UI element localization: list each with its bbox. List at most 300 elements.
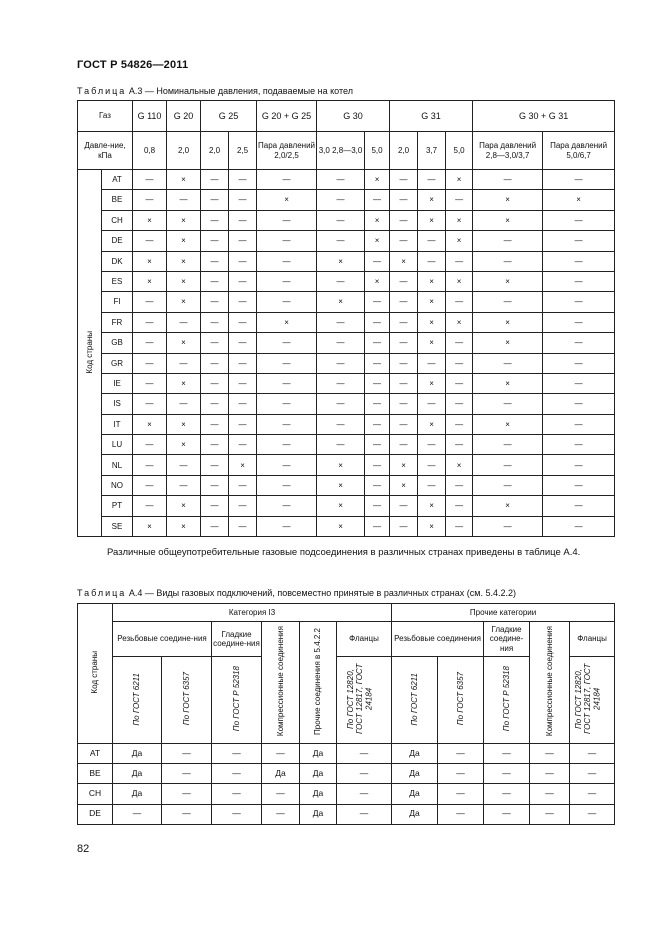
table-cell: — [229,292,257,312]
table-cell: × [365,170,390,190]
table-cell: — [543,170,615,190]
table-cell: — [543,516,615,536]
country-code-cell: PT [102,496,133,516]
table-cell: — [473,435,543,455]
table-cell: — [201,353,229,373]
country-code-cell: CH [102,210,133,230]
country-code-header: Код страны [78,604,113,744]
compression-header: Компрессионные соединения [262,622,300,744]
table-cell: × [543,190,615,210]
country-code-label: Код страны [78,170,102,537]
table-cell: × [365,210,390,230]
table-cell: — [201,231,229,251]
table-cell: × [317,251,365,271]
smooth-header-other: Гладкие соедине-ния [484,622,530,657]
table-cell: — [201,394,229,414]
body-paragraph: Различные общеупотребительные газовые подсоединения в различных странах приведены в таблице А.4. [107,547,581,558]
table-cell: — [162,804,212,824]
table-cell: — [390,373,418,393]
table-cell: — [201,373,229,393]
table-cell: — [229,394,257,414]
pressure-cell: Пара давлений 2,8—3,0/3,7 [473,132,543,170]
table-cell: — [229,373,257,393]
gas-g110: G 110 [133,101,167,132]
table-cell: — [446,516,473,536]
table-cell: × [365,271,390,291]
table-cell: — [133,455,167,475]
table-cell: — [317,271,365,291]
table-cell: — [257,516,317,536]
table-cell: — [390,271,418,291]
pressure-cell: 2,0 [167,132,201,170]
country-code-cell: NL [102,455,133,475]
table-cell: — [543,414,615,434]
country-code-cell: DE [78,804,113,824]
table-cell: — [473,170,543,190]
table-cell: × [390,455,418,475]
table-cell: — [473,475,543,495]
table-cell: × [446,170,473,190]
table-cell: × [390,475,418,495]
table-row [78,333,615,353]
other-connections-header: Прочие соединения в 5.4.2.2 [300,622,337,744]
table-row [78,170,615,190]
table-cell: — [543,292,615,312]
table-cell: Да [262,764,300,784]
pressure-header-cell: Давле-ние, кПа [78,132,133,170]
pressure-cell: 5,0 [365,132,390,170]
table-cell: × [133,271,167,291]
table-cell: × [473,414,543,434]
table-cell: — [365,190,390,210]
table-cell: — [418,475,446,495]
table-cell: — [543,271,615,291]
table-row [78,210,615,230]
table-row [78,435,615,455]
table-cell: — [257,170,317,190]
table-row [78,373,615,393]
table-cell: — [365,394,390,414]
pressure-cell: Пара давлений 2,0/2,5 [257,132,317,170]
table-cell: × [317,496,365,516]
pressure-cell: 3,7 [418,132,446,170]
table-cell: × [167,251,201,271]
table-cell: — [167,312,201,332]
gas-g20: G 20 [167,101,201,132]
table-cell: — [390,190,418,210]
table-cell: — [201,475,229,495]
table-cell: — [543,251,615,271]
table-cell: × [257,190,317,210]
table-cell: — [473,292,543,312]
table-cell: Да [300,764,337,784]
table-cell: — [530,804,570,824]
country-code-cell: DE [102,231,133,251]
table-cell: — [201,333,229,353]
gas-g25: G 25 [201,101,257,132]
table-cell: — [473,231,543,251]
table-row [78,496,615,516]
country-code-cell: IS [102,394,133,414]
country-code-cell: GR [102,353,133,373]
country-code-cell: IT [102,414,133,434]
table-cell: — [365,292,390,312]
table-cell: — [543,455,615,475]
table-cell: — [446,394,473,414]
table-cell: — [365,414,390,434]
table-cell: — [418,170,446,190]
table-row [78,231,615,251]
table-cell: — [418,435,446,455]
flanges-header: Фланцы [337,622,392,657]
table-cell: — [484,744,530,764]
table-row [78,190,615,210]
table-cell: — [390,496,418,516]
std-6211-header: По ГОСТ 6211 [113,657,162,744]
table-cell: — [317,394,365,414]
table-cell: — [229,475,257,495]
page-number: 82 [77,843,90,855]
table-cell: — [543,333,615,353]
table-cell: × [473,271,543,291]
table-cell: × [418,312,446,332]
pressure-cell: 5,0 [446,132,473,170]
table-cell: — [473,516,543,536]
table-cell: — [418,394,446,414]
table-cell: — [257,210,317,230]
table-cell: — [229,516,257,536]
table-cell: × [133,414,167,434]
table-cell: — [317,353,365,373]
table-a4 [77,603,615,825]
table-cell: — [390,312,418,332]
table-cell: — [570,744,615,764]
country-code-cell: FI [102,292,133,312]
table-cell: — [133,292,167,312]
table-a4-caption [77,588,516,598]
std-6357-header-other: По ГОСТ 6357 [438,657,484,744]
table-cell: Да [113,784,162,804]
table-cell: — [317,435,365,455]
table-cell: — [543,496,615,516]
country-code-cell: DK [102,251,133,271]
table-cell: — [446,190,473,210]
table-cell: — [543,435,615,455]
table-row [78,353,615,373]
table-cell: — [212,764,262,784]
table-a3-caption [77,86,353,96]
table-cell: — [257,435,317,455]
table-cell: — [390,435,418,455]
other-categories-header: Прочие категории [392,604,615,622]
table-a3-caption-text: А.3 — Номинальные давления, подаваемые на котел [128,86,353,96]
document-header: ГОСТ Р 54826—2011 [77,59,189,71]
table-cell: × [167,333,201,353]
table-cell: — [390,516,418,536]
pressure-cell: 2,0 [390,132,418,170]
table-cell: — [446,353,473,373]
table-cell: × [473,312,543,332]
table-row [78,271,615,291]
table-cell: — [365,353,390,373]
table-cell: — [418,231,446,251]
table-cell: — [229,435,257,455]
table-cell: × [418,333,446,353]
table-cell: — [162,744,212,764]
std-flanges-header: По ГОСТ 12820, ГОСТ 12817, ГОСТ 24184 [337,657,392,744]
table-cell: × [167,496,201,516]
table-cell: — [262,804,300,824]
pressure-cell: 2,0 [201,132,229,170]
table-cell: — [201,455,229,475]
table-cell: — [201,210,229,230]
table-cell: — [543,312,615,332]
table-cell: — [446,333,473,353]
table-cell: — [133,394,167,414]
threaded-header: Резьбовые соедине-ния [113,622,212,657]
table-cell: — [473,251,543,271]
table-cell: — [162,764,212,784]
country-code-cell: AT [78,744,113,764]
table-cell: — [446,414,473,434]
std-6211-header-other: По ГОСТ 6211 [392,657,438,744]
table-row [78,744,615,764]
threaded-header-other: Резьбовые соединения [392,622,484,657]
table-cell: × [418,414,446,434]
table-cell: — [257,251,317,271]
country-code-cell: ES [102,271,133,291]
table-cell: — [317,312,365,332]
table-cell: — [418,251,446,271]
table-cell: Да [113,764,162,784]
table-cell: — [543,210,615,230]
country-code-cell: GB [102,333,133,353]
table-cell: — [257,475,317,495]
table-cell: — [390,394,418,414]
table-cell: Да [392,784,438,804]
table-cell: Да [392,804,438,824]
std-52318-header: По ГОСТ Р 52318 [212,657,262,744]
table-cell: — [365,516,390,536]
table-cell: — [543,353,615,373]
table-a3 [77,100,615,537]
table-row [78,312,615,332]
table-cell: × [446,210,473,230]
table-cell: — [133,170,167,190]
pressure-cell: Пара давлений 5,0/6,7 [543,132,615,170]
table-cell: Да [300,744,337,764]
table-cell: — [484,764,530,784]
table-row [78,764,615,784]
flanges-header-other: Фланцы [570,622,615,657]
table-cell: — [390,210,418,230]
table-cell: — [337,784,392,804]
gas-g31: G 31 [390,101,473,132]
table-cell: — [257,231,317,251]
table-cell: × [418,210,446,230]
table-a4-caption-text: А.4 — Виды газовых подключений, повсеместно принятые в различных странах (см. 5.4.2.2) [128,588,516,598]
table-cell: × [167,271,201,291]
table-cell: — [229,231,257,251]
table-cell: — [201,292,229,312]
table-cell: × [418,373,446,393]
table-cell: — [337,744,392,764]
country-code-cell: BE [102,190,133,210]
table-cell: — [257,394,317,414]
table-cell: — [167,394,201,414]
table-cell: — [365,312,390,332]
table-cell: — [201,312,229,332]
table-cell: × [317,516,365,536]
table-cell: × [317,455,365,475]
table-cell: × [418,292,446,312]
country-code-cell: LU [102,435,133,455]
table-cell: × [390,251,418,271]
country-code-cell: AT [102,170,133,190]
table-cell: × [446,312,473,332]
table-cell: — [257,271,317,291]
pressure-cell: 3,0 2,8—3,0 [317,132,365,170]
table-cell: × [133,251,167,271]
table-cell: × [418,190,446,210]
table-cell: × [167,170,201,190]
table-cell: — [229,210,257,230]
table-cell: — [229,333,257,353]
country-code-cell: CH [78,784,113,804]
table-cell: — [390,292,418,312]
table-cell: — [438,764,484,784]
table-cell: — [229,170,257,190]
table-row [78,292,615,312]
table-cell: — [167,190,201,210]
table-cell: × [317,292,365,312]
table-cell: — [530,784,570,804]
table-cell: — [201,435,229,455]
table-cell: — [438,804,484,824]
table-cell: — [570,764,615,784]
country-code-cell: NO [102,475,133,495]
table-cell: × [473,210,543,230]
table-cell: — [133,231,167,251]
table-cell: — [212,804,262,824]
table-cell: — [167,475,201,495]
table-cell: — [201,271,229,291]
table-cell: — [530,764,570,784]
table-cell: × [317,475,365,495]
category-i3-header: Категория I3 [113,604,392,622]
table-cell: — [473,455,543,475]
table-cell: — [418,455,446,475]
table-cell: — [365,333,390,353]
table-cell: — [257,353,317,373]
table-cell: — [317,210,365,230]
table-cell: × [418,516,446,536]
table-cell: — [473,394,543,414]
table-cell: — [317,414,365,434]
table-cell: — [133,333,167,353]
table-cell: — [262,744,300,764]
std-52318-header-other: По ГОСТ Р 52318 [484,657,530,744]
smooth-header: Гладкие соедине-ния [212,622,262,657]
table-cell: × [133,210,167,230]
table-cell: — [365,496,390,516]
country-code-cell: FR [102,312,133,332]
table-cell: — [365,455,390,475]
table-cell: — [317,170,365,190]
table-cell: — [133,496,167,516]
table-cell: — [133,373,167,393]
table-cell: × [167,373,201,393]
table-cell: — [446,496,473,516]
table-cell: — [201,414,229,434]
pressure-cell: 2,5 [229,132,257,170]
table-cell: — [133,435,167,455]
table-cell: — [365,475,390,495]
table-cell: × [473,373,543,393]
table-cell: × [167,435,201,455]
table-cell: — [530,744,570,764]
table-cell: — [317,373,365,393]
pressure-cell: 0,8 [133,132,167,170]
table-cell: — [317,231,365,251]
table-cell: × [446,231,473,251]
table-cell: — [390,333,418,353]
table-cell: Да [113,744,162,764]
table-cell: — [229,312,257,332]
table-cell: — [167,455,201,475]
table-cell: — [257,292,317,312]
country-code-cell: IE [102,373,133,393]
table-cell: — [113,804,162,824]
gas-g30: G 30 [317,101,390,132]
table-cell: — [229,251,257,271]
country-code-cell: SE [102,516,133,536]
compression-header-other: Компрессионные соединения [530,622,570,744]
table-cell: — [201,170,229,190]
table-cell: — [337,764,392,784]
table-cell: × [418,271,446,291]
table-cell: × [418,496,446,516]
table-cell: Да [300,804,337,824]
gas-g20-g25: G 20 + G 25 [257,101,317,132]
table-row [78,804,615,824]
table-cell: — [390,353,418,373]
table-cell: × [365,231,390,251]
table-cell: × [446,271,473,291]
table-cell: — [365,373,390,393]
table-cell: — [446,292,473,312]
table-cell: — [446,475,473,495]
table-cell: — [201,251,229,271]
gas-header-cell: Газ [78,101,133,132]
table-cell: — [337,804,392,824]
table-cell: — [438,784,484,804]
table-row [78,455,615,475]
table-cell: — [570,804,615,824]
table-row [78,475,615,495]
table-cell: × [167,516,201,536]
table-cell: — [257,455,317,475]
table-cell: × [473,333,543,353]
table-row [78,251,615,271]
table-row [78,516,615,536]
country-code-cell: BE [78,764,113,784]
table-cell: — [201,496,229,516]
table-cell: — [257,333,317,353]
table-cell: — [133,475,167,495]
table-cell: — [418,353,446,373]
table-cell: — [438,744,484,764]
